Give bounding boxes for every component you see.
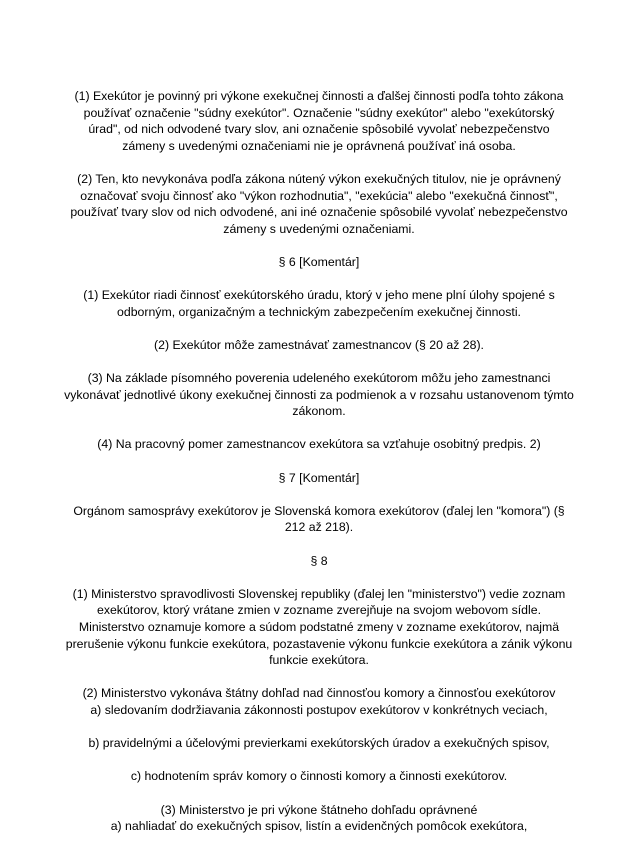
paragraph-employee-authorization: (3) Na základe písomného poverenia udeleného exekútorom môžu jeho zamestnanci vykonávať jednotlivé úkony exekučnej činnosti za podmienok a v rozsahu ustanovenom týmto zákonom.: [64, 371, 574, 419]
paragraph-employment-relation: (4) Na pracovný pomer zamestnancov exekútora sa vzťahuje osobitný predpis. 2): [97, 437, 541, 452]
paragraph-employees: (2) Exekútor môže zamestnávať zamestnancov (§ 20 až 28).: [154, 337, 484, 352]
list-item-rights-a: a) nahliadať do exekučných spisov, listín a evidenčných pomôcok exekútora,: [110, 819, 528, 834]
list-item-supervision-a: a) sledovaním dodržiavania zákonnosti postupov exekútorov v konkrétnych veciach,: [90, 702, 548, 717]
paragraph-designation-protection-1: (1) Exekútor je povinný pri výkone exekučnej činnosti a ďalšej činnosti podľa tohto zákona používať označenie "súdny exekútor". Označenie "súdny exekútor" alebo "exekútorský úrad", od nich odvodené tvary slov, ani označenie spôsobilé vyvolať nebezpečenstvo zámeny s uvedenými označeniami nie je oprávnená používať iná osoba.: [74, 89, 564, 153]
document-page: [64, 88, 574, 851]
section-heading-7: § 7 [Komentár]: [278, 470, 360, 485]
paragraph-ministry-register: (1) Ministerstvo spravodlivosti Slovenskej republiky (ďalej len "ministerstvo") vedie zoznam exekútorov, ktorý vrátane zmien v zozname zverejňuje na svojom webovom sídle. Ministerstvo oznamuje komore a súdom podstatné zmeny v zozname exekútorov, najmä prerušenie výkonu funkcie exekútora, pozastavenie výkonu funkcie exekútora a zánik výkonu funkcie exekútora.: [65, 586, 573, 668]
paragraph-designation-protection-2: (2) Ten, kto nevykonáva podľa zákona nútený výkon exekučných titulov, nie je oprávnený označovať svoju činnosť ako "výkon rozhodnutia", "exekúcia" alebo "exekučná činnosť", používať tvary slov od nich odvodené, ani iné označenie spôsobilé vyvolať nebezpečenstvo zámeny s uvedenými označeniami.: [70, 171, 568, 236]
list-item-supervision-c: c) hodnotením správ komory o činnosti komory a činnosti exekútorov.: [130, 769, 508, 784]
section-heading-6: § 6 [Komentár]: [278, 254, 360, 269]
paragraph-ministry-rights: (3) Ministerstvo je pri výkone štátneho dohľadu oprávnené: [160, 802, 478, 817]
paragraph-self-government: Orgánom samosprávy exekútorov je Slovenská komora exekútorov (ďalej len "komora") (§ 212 až 218).: [73, 503, 565, 535]
section-heading-8: § 8: [310, 553, 328, 568]
list-item-supervision-b: b) pravidelnými a účelovými previerkami exekútorských úradov a exekučných spisov,: [88, 736, 550, 751]
paragraph-ministry-supervision: (2) Ministerstvo vykonáva štátny dohľad nad činnosťou komory a činnosťou exekútorov: [82, 686, 556, 701]
paragraph-office-management: (1) Exekútor riadi činnosť exekútorského úradu, ktorý v jeho mene plní úlohy spojené s odborným, organizačným a technickým zabezpečením exekučnej činnosti.: [83, 288, 555, 319]
